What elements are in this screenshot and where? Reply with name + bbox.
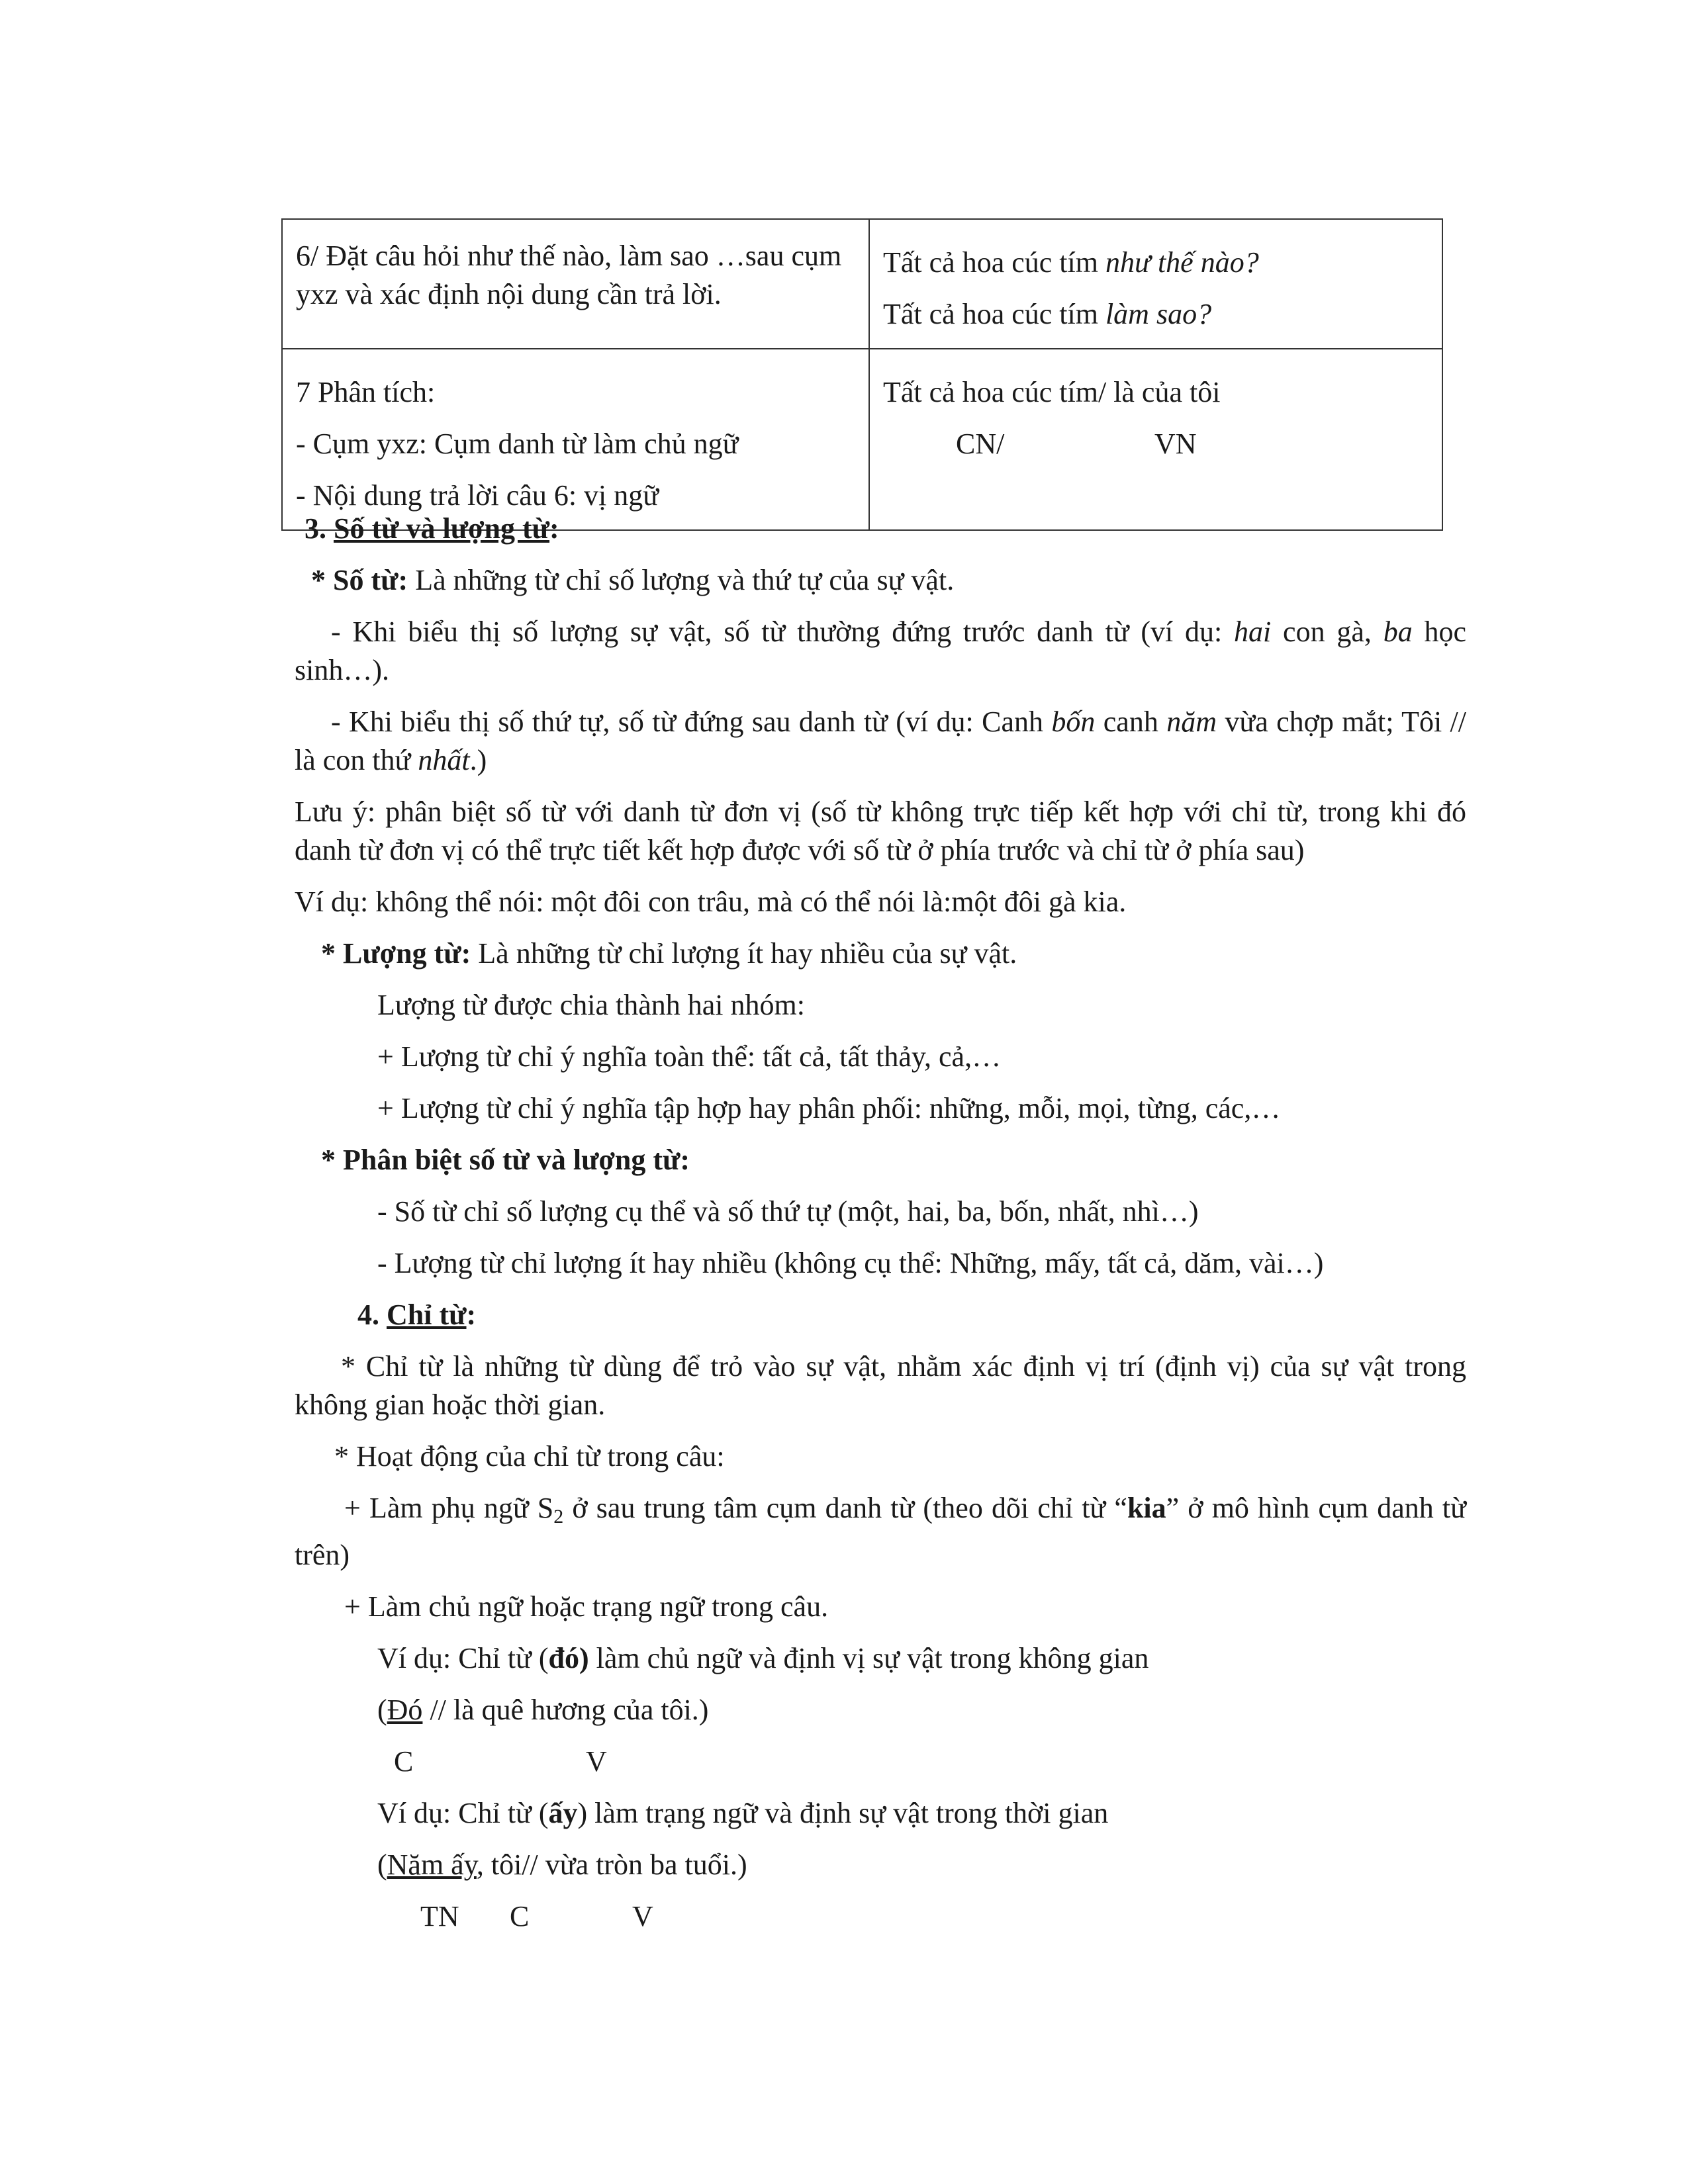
luong-tu-definition: * Lượng từ: Là những từ chỉ lượng ít hay nhiều của sự vật. [321, 937, 1017, 970]
step7-item-2: - Nội dung trả lời câu 6: vị ngữ [296, 479, 659, 512]
note-paragraph: Lưu ý: phân biệt số từ với danh từ đơn vị (số từ không trực tiếp kết hợp với chỉ từ, trong khi đó danh từ đơn vị có thể trực tiết kết hợp được với số từ ở phía trước và chỉ từ ở phía sau) [295, 796, 1466, 866]
step6-text: 6/ Đặt câu hỏi như thế nào, làm sao …sau cụm yxz và xác định nội dung cần trả lời. [296, 240, 842, 310]
table-cell-step7 [282, 349, 869, 530]
chi-tu-activity-2: + Làm chủ ngữ hoặc trạng ngữ trong câu. [344, 1590, 829, 1623]
step7-title: 7 Phân tích: [296, 376, 436, 408]
table-cell-step6-example [869, 219, 1442, 349]
so-tu-rule-2: - Khi biểu thị số thứ tự, số từ đứng sau danh từ (ví dụ: Canh bốn canh năm vừa chợp mắt; Tôi // là con thứ nhất.) [295, 705, 1466, 776]
label-cn: CN/ [956, 428, 1005, 460]
chi-tu-activity-1: + Làm phụ ngữ $S_2$ ở sau trung tâm cụm danh từ (theo dõi chỉ từ “kia” ở mô hình cụm danh từ trên) [295, 1492, 1467, 1571]
table-row [282, 219, 1442, 349]
table-row [282, 349, 1442, 530]
luong-tu-group-2: + Lượng từ chỉ ý nghĩa tập hợp hay phân phối: những, mỗi, mọi, từng, các,… [377, 1092, 1281, 1124]
table-cell-step7-example [869, 349, 1442, 530]
analysis-labels [883, 418, 1429, 470]
distinction-heading: * Phân biệt số từ và lượng từ: [321, 1144, 690, 1176]
question-line-1: Tất cả hoa cúc tím như thế nào? [883, 246, 1259, 279]
chi-tu-activity-heading: * Hoạt động của chỉ từ trong câu: [334, 1440, 725, 1473]
so-tu-definition: * Số từ: Là những từ chỉ số lượng và thứ tự của sự vật. [311, 564, 955, 596]
example-2-sentence: (Năm ấy, tôi// vừa tròn ba tuổi.) [377, 1848, 747, 1881]
chi-tu-definition: * Chỉ từ là những từ dùng để trỏ vào sự vật, nhằm xác định vị trí (định vị) của sự vật trong không gian hoặc thời gian. [295, 1350, 1466, 1421]
luong-tu-group-1: + Lượng từ chỉ ý nghĩa toàn thể: tất cả, tất thảy, cả,… [377, 1040, 1002, 1073]
luong-tu-groups-intro: Lượng từ được chia thành hai nhóm: [377, 989, 805, 1021]
distinction-item-2: - Lượng từ chỉ lượng ít hay nhiều (không cụ thể: Những, mấy, tất cả, dăm, vài…) [377, 1247, 1324, 1279]
section-4-heading: 4. Chỉ từ: [357, 1298, 477, 1331]
distinction-item-1: - Số từ chỉ số lượng cụ thể và số thứ tự (một, hai, ba, bốn, nhất, nhì…) [377, 1195, 1199, 1228]
step7-item-1: - Cụm yxz: Cụm danh từ làm chủ ngữ [296, 428, 739, 460]
section-3-heading: 3. Số từ và lượng từ: [305, 512, 559, 545]
label-c: C [510, 1900, 530, 1933]
question-line-2: Tất cả hoa cúc tím làm sao? [883, 298, 1212, 330]
example-line: Ví dụ: không thể nói: một đôi con trâu, mà có thể nói là:một đôi gà kia. [295, 886, 1127, 918]
so-tu-rule-1: - Khi biểu thị số lượng sự vật, số từ thường đứng trước danh từ (ví dụ: hai con gà, ba học sinh…). [295, 615, 1467, 686]
label-v: V [586, 1745, 607, 1778]
analysis-table [281, 218, 1443, 531]
label-c: C [394, 1745, 414, 1778]
analysis-sentence: Tất cả hoa cúc tím/ là của tôi [883, 376, 1221, 408]
label-vn: VN [1154, 428, 1197, 460]
example-2-description: Ví dụ: Chỉ từ (ấy) làm trạng ngữ và định sự vật trong thời gian [377, 1797, 1109, 1829]
label-tn: TN [420, 1900, 459, 1933]
example-1-labels [295, 1743, 1466, 1781]
label-v: V [632, 1900, 653, 1933]
example-1-sentence: (Đó // là quê hương của tôi.) [377, 1694, 709, 1726]
table-cell-step6 [282, 219, 869, 349]
document-body [295, 510, 1466, 1936]
example-2-labels [295, 1897, 1466, 1936]
example-1-description: Ví dụ: Chỉ từ (đó) làm chủ ngữ và định vị sự vật trong không gian [377, 1642, 1149, 1674]
